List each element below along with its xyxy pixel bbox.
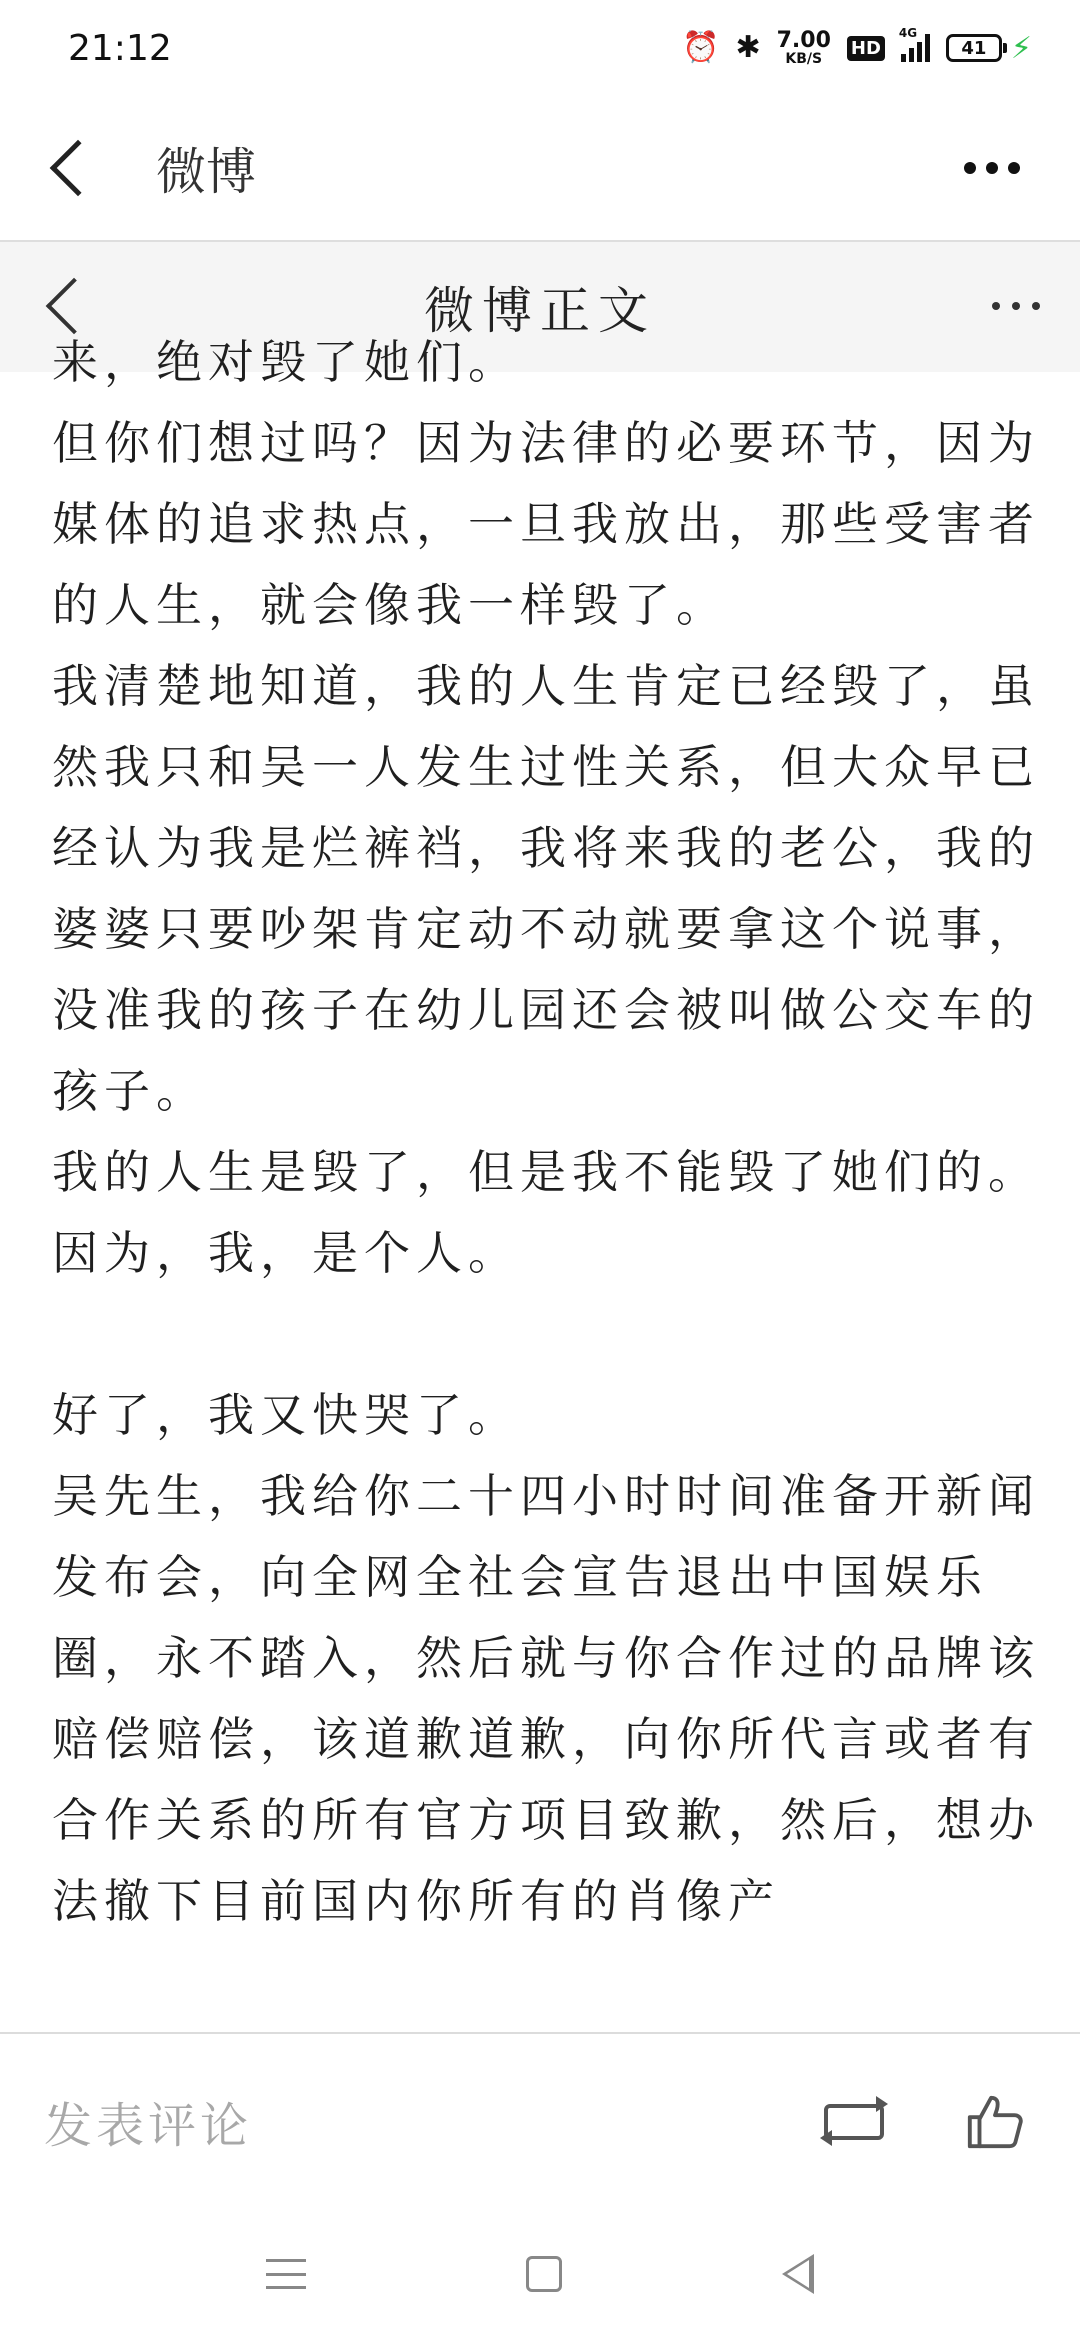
more-options-icon[interactable] bbox=[964, 162, 1020, 174]
article-paragraph: 来，绝对毁了她们。 bbox=[52, 335, 520, 389]
battery-icon bbox=[946, 31, 1032, 66]
article-paragraph: 因为，我，是个人。 bbox=[52, 1226, 520, 1280]
alarm-icon: ⏰ bbox=[682, 30, 720, 65]
comment-input[interactable]: 发表评论 bbox=[44, 2097, 253, 2154]
page-title: 微博 bbox=[156, 143, 256, 201]
repost-icon[interactable] bbox=[824, 2096, 884, 2146]
status-icons bbox=[682, 26, 1032, 67]
article-paragraph: 吴先生，我给你二十四小时时间准备开新闻发布会，向全网全社会宣告退出中国娱乐圈，永不踏入，然后就与你合作过的品牌该赔偿赔偿，该道歉道歉，向你所代言或者有合作关系的所有官方项目致歉，然后，想办法撤下目前国内你所有的肖像产 bbox=[52, 1469, 1040, 1928]
article-body bbox=[52, 322, 1042, 1942]
sub-header-title: 微博正文 bbox=[424, 282, 656, 340]
article-paragraph: 但你们想过吗？因为法律的必要环节，因为媒体的追求热点，一旦我放出，那些受害者的人生，就会像我一样毁了。 bbox=[52, 416, 1040, 632]
charging-icon: ⚡ bbox=[1010, 30, 1032, 66]
article-paragraph: 好了，我又快哭了。 bbox=[52, 1388, 520, 1442]
like-icon[interactable] bbox=[964, 2090, 1026, 2152]
battery-level: 41 bbox=[946, 34, 1002, 62]
hd-icon: HD bbox=[847, 36, 885, 61]
article-paragraph: 我清楚地知道，我的人生肯定已经毁了，虽然我只和吴一人发生过性关系，但大众早已经认为我是烂裤裆，我将来我的老公，我的婆婆只要吵架肯定动不动就要拿这个说事，没准我的孩子在幼儿园还会被叫做公交车的孩子。 bbox=[52, 659, 1040, 1118]
article-blank-line bbox=[52, 1294, 1042, 1375]
network-speed-value: 7.00 bbox=[776, 28, 831, 53]
network-speed-unit: KB/S bbox=[785, 51, 823, 67]
system-nav-bar bbox=[0, 2208, 1080, 2340]
sub-more-options-icon[interactable] bbox=[992, 302, 1040, 310]
signal-icon bbox=[898, 26, 930, 62]
signal-label: 4G bbox=[898, 26, 918, 40]
nav-back-icon[interactable] bbox=[782, 2254, 814, 2294]
back-icon[interactable] bbox=[50, 140, 107, 197]
status-time: 21:12 bbox=[68, 27, 172, 69]
network-speed bbox=[777, 30, 831, 66]
comment-bar bbox=[0, 2032, 1080, 2208]
article-content[interactable] bbox=[0, 335, 1080, 2032]
home-icon[interactable] bbox=[526, 2256, 562, 2292]
bluetooth-icon: ✱ bbox=[735, 30, 761, 65]
app-header bbox=[0, 96, 1080, 240]
article-paragraph: 我的人生是毁了，但是我不能毁了她们的。 bbox=[52, 1145, 1040, 1199]
menu-icon[interactable] bbox=[266, 2259, 306, 2289]
status-bar bbox=[0, 0, 1080, 96]
